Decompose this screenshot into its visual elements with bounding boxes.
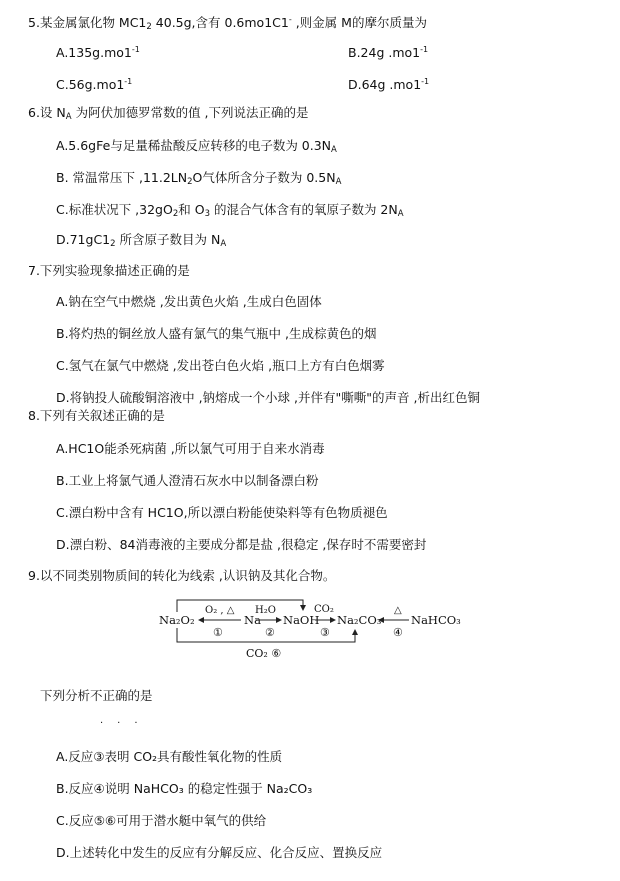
q7-stem: 7.下列实验现象描述正确的是 xyxy=(28,263,190,278)
step-4: ④ xyxy=(393,626,403,639)
q5-stem-a: 5. xyxy=(28,15,40,30)
q8-option-c: C.漂白粉中含有 HC1O,所以漂白粉能使染料等有色物质褪色 xyxy=(56,505,388,520)
q5-option-a-sup: -1 xyxy=(131,45,140,54)
q6-option-d-sub1: 2 xyxy=(110,239,116,249)
q6-stem-text-a: 6.设 N xyxy=(28,105,66,120)
q6-option-d-mid: 所含原子数目为 N xyxy=(115,232,221,247)
q5-option-a xyxy=(56,42,140,61)
condition-6: CO₂ ⑥ xyxy=(246,647,282,660)
q6-option-b-sub2: A xyxy=(335,177,342,187)
q6-option-a-text: A.5.6gFe与足量稀盐酸反应转移的电子数为 0.3N xyxy=(56,138,332,153)
step-1: ① xyxy=(213,626,223,639)
step-2: ② xyxy=(265,626,275,639)
q6-option-a xyxy=(56,138,337,158)
q5-option-c xyxy=(56,74,132,93)
q5-option-c-sup: -1 xyxy=(124,77,133,86)
q5-option-d xyxy=(348,74,429,93)
q6-stem-sub: A xyxy=(65,112,72,122)
q5-option-a-text: A.135g.mo1 xyxy=(56,45,132,60)
q5-stem-text-a: 某金属氯化物 MC1 xyxy=(39,15,147,30)
q7-option-b: B.将灼热的铜丝放人盛有氯气的集气瓶中 ,生成棕黄色的烟 xyxy=(56,326,377,341)
species-naoh: NaOH xyxy=(283,613,320,627)
q9-option-b: B.反应④说明 NaHCO₃ 的稳定性强于 Na₂CO₃ xyxy=(56,781,313,796)
q5-stem-sup: - xyxy=(288,15,292,24)
q6-option-d-sub2: A xyxy=(220,239,227,249)
q6-option-c-sub1: 2 xyxy=(172,209,179,219)
q5-stem-text-b: 40.5g,含有 0.6mo1C1 xyxy=(151,15,289,30)
q9-option-d: D.上述转化中发生的反应有分解反应、化合反应、置换反应 xyxy=(56,845,383,860)
q8-option-d: D.漂白粉、84消毒液的主要成分都是盐 ,很稳定 ,保存时不需要密封 xyxy=(56,537,427,552)
q6-option-c-sub3: A xyxy=(397,209,404,219)
q5-option-d-sup: -1 xyxy=(421,77,430,86)
q6-option-c-sub2: 3 xyxy=(204,209,210,219)
species-na2o2: Na₂O₂ xyxy=(159,613,195,627)
q7-option-d: D.将钠投人硫酸铜溶液中 ,钠熔成一个小球 ,并伴有"嘶嘶"的声音 ,析出红色铜 xyxy=(56,390,480,405)
arrow-5 xyxy=(177,600,303,612)
q6-option-c-mid: 和 O xyxy=(178,202,205,217)
q8-stem: 8.下列有关叙述正确的是 xyxy=(28,408,165,423)
q9-option-c: C.反应⑤⑥可用于潜水艇中氧气的供给 xyxy=(56,813,267,828)
q5-stem-sub: 2 xyxy=(146,22,152,32)
q5-option-c-text: C.56g.mo1 xyxy=(56,77,125,92)
species-na2co3: Na₂CO₃ xyxy=(337,613,382,627)
q6-option-d xyxy=(56,232,226,252)
condition-1: O₂ , △ xyxy=(205,605,235,616)
condition-2: H₂O xyxy=(255,605,276,616)
q6-option-b-text: B. 常温常压下 ,11.2LN xyxy=(56,170,188,185)
q7-option-a: A.钠在空气中燃烧 ,发出黄色火焰 ,生成白色固体 xyxy=(56,294,322,309)
condition-3: CO₂ xyxy=(314,604,334,615)
q6-option-d-text: D.71gC1 xyxy=(56,232,111,247)
q6-option-c-text: C.标准状况下 ,32gO xyxy=(56,202,173,217)
q6-option-a-sub: A xyxy=(331,145,337,155)
q5-option-b xyxy=(348,42,428,61)
q6-option-b xyxy=(56,170,341,190)
q9-option-a: A.反应③表明 CO₂具有酸性氧化物的性质 xyxy=(56,749,283,764)
q6-option-b-sub1: 2 xyxy=(187,177,193,187)
step-3: ③ xyxy=(320,626,330,639)
condition-4: △ xyxy=(394,605,402,616)
q6-option-b-mid: O气体所含分子数为 0.5N xyxy=(192,170,336,185)
q5-stem xyxy=(28,12,427,35)
q6-option-c-end: 的混合气体含有的氧原子数为 2N xyxy=(209,202,398,217)
q5-stem-text-c: ,则金属 M的摩尔质量为 xyxy=(291,15,427,30)
q9-stem: 9.以不同类别物质间的转化为线索 ,认识钠及其化合物。 xyxy=(28,568,336,583)
emphasis-dots: ··· xyxy=(100,718,152,729)
q5-option-b-sup: -1 xyxy=(420,45,429,54)
species-nahco3: NaHCO₃ xyxy=(411,613,461,627)
sodium-conversion-diagram xyxy=(155,596,465,662)
q6-stem xyxy=(28,105,309,125)
q8-option-b: B.工业上将氯气通人澄清石灰水中以制备漂白粉 xyxy=(56,473,319,488)
q6-option-c xyxy=(56,202,404,222)
q5-option-b-text: B.24g .mo1 xyxy=(348,45,421,60)
q8-option-a: A.HC1O能杀死病菌 ,所以氯气可用于自来水消毒 xyxy=(56,441,325,456)
q6-stem-text-b: 为阿伏加德罗常数的值 ,下列说法正确的是 xyxy=(71,105,309,120)
species-na: Na xyxy=(244,613,261,627)
q5-option-d-text: D.64g .mo1 xyxy=(348,77,422,92)
q7-option-c: C.氢气在氯气中燃烧 ,发出苍白色火焰 ,瓶口上方有白色烟雾 xyxy=(56,358,385,373)
q9-prompt: 下列分析不正确的是 xyxy=(40,688,153,703)
